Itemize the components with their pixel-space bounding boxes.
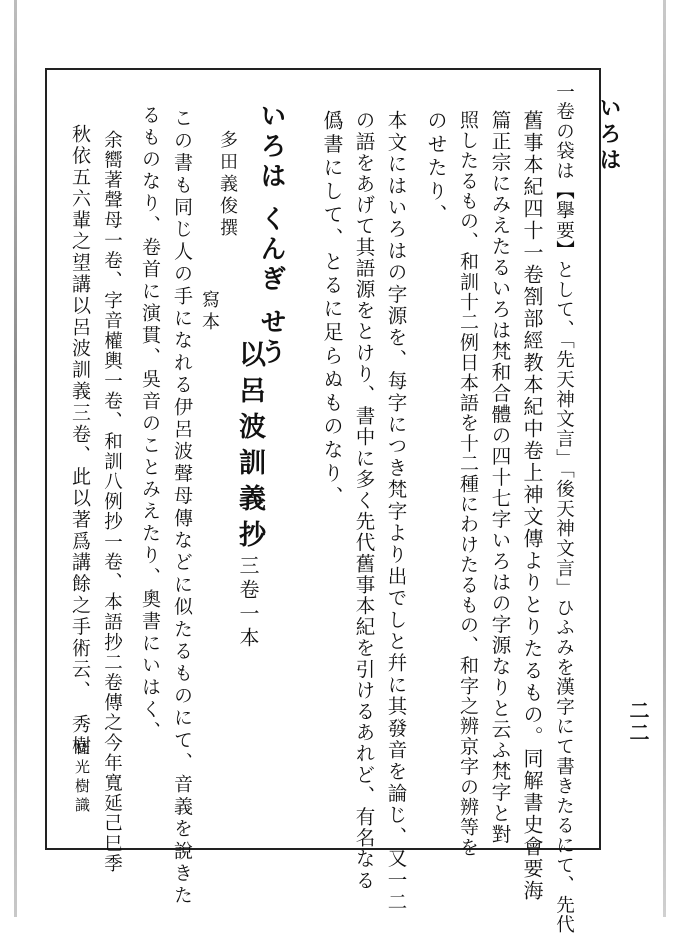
entry2-title-kana: いろは くんぎ せう <box>256 102 286 369</box>
entry1-line-7: の語をあげて其語源をとけり、書中に多く先代舊事本紀を引けるあれど、有名なる <box>352 110 376 891</box>
page-binding-edge <box>14 0 17 917</box>
entry1-line-4: 照したるもの、和訓十二例日本語を十二種にわけたるもの、和字之辨京字の辨等を <box>457 110 479 858</box>
entry2-title-kanji: 以呂波訓義抄 <box>234 340 265 556</box>
entry2-line-1: この書も同じ人の手になれる伊呂波聲母傳などに似たるものにて、音義を說きた <box>171 108 193 908</box>
page-right-edge <box>663 0 666 917</box>
page-number: 二二 <box>626 700 650 744</box>
running-header: いろは <box>596 96 622 174</box>
entry1-line-6: 本文にはいろはの字源を、每字につき梵字より出でしと幷に其發音を論じ、又一二 <box>384 110 408 913</box>
entry1-line-3: 篇正宗にみえたるいろは梵和合體の四十七字いろはの字源なりと云ふ梵字と對 <box>488 110 512 845</box>
entry1-line-5: のせたり、 <box>424 110 448 228</box>
entry2-line-2: るものなり、卷首に演貫、吳音のことみえたり、奧書にいはく、 <box>139 105 161 743</box>
entry2-colophon-signature: 桂光樹識 <box>73 740 91 816</box>
entry1-line-2: 舊事本紀四十一卷劄部經教本紀中卷上神文傳よりとりたるもの。同解書史會要海 <box>520 110 544 902</box>
entry2-manuscript-note: 寫本 <box>199 290 220 334</box>
entry1-line-8: 僞書にして、とるに足らぬものなり、 <box>320 110 344 510</box>
entry2-author: 多田義俊撰 <box>217 130 238 240</box>
entry2-line-3: 余嚮著聲母一卷、字音權輿一卷、和訓八例抄一卷、本語抄二卷傳之今年寬延己巳季 <box>101 130 123 874</box>
entry2-line-4: 秋依五六輩之望講以呂波訓義三卷、此以著爲講餘之手術云、 秀樹 <box>69 124 91 757</box>
entry2-volumes: 三卷一本 <box>236 555 260 651</box>
entry1-line-1: 一卷の袋は【擧要】として、「先天神文言」「後天神文言」ひふみを漢字にて書きたるにて、先代 <box>553 82 575 935</box>
